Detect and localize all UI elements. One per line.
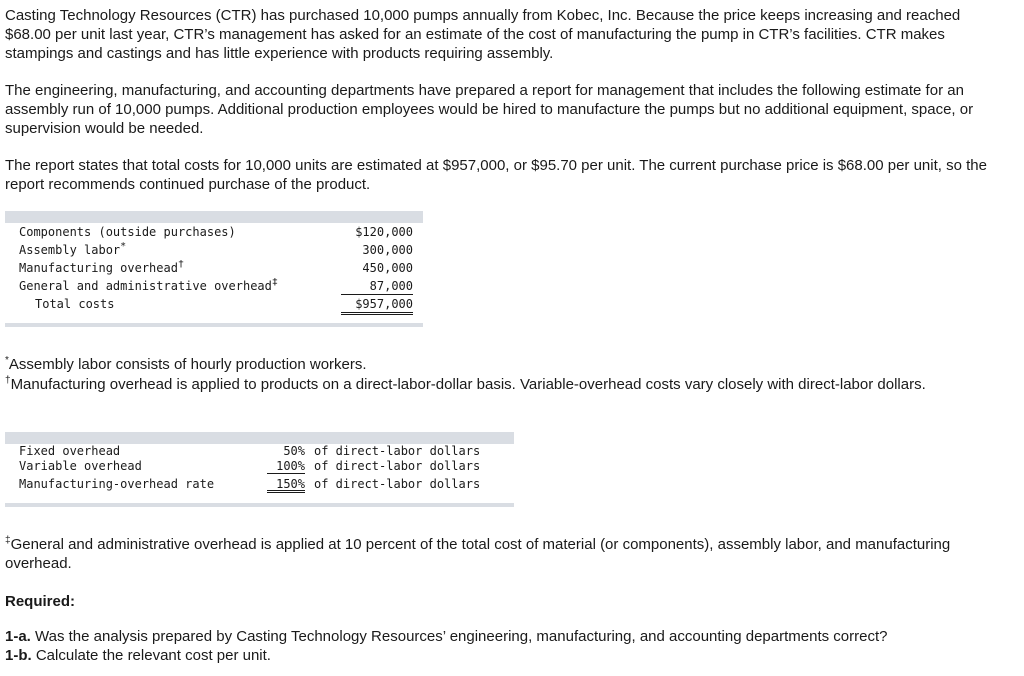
overhead-rate-table — [5, 432, 514, 508]
row-label: Manufacturing overhead — [19, 261, 178, 275]
row-value: 450,000 — [362, 261, 413, 275]
table-row — [5, 241, 423, 259]
row-rate: 100% — [267, 458, 305, 474]
required-item-1a — [5, 627, 1005, 646]
row-label: General and administrative overhead — [19, 279, 272, 293]
row-label-wrap — [19, 259, 184, 277]
table-row — [5, 443, 514, 459]
total-label: Manufacturing-overhead rate — [19, 477, 215, 491]
footnote-text: Assembly labor consists of hourly production workers. — [8, 356, 367, 373]
total-value: $957,000 — [341, 295, 413, 315]
required-heading: Required: — [5, 593, 76, 610]
row-rate: 50% — [283, 444, 305, 458]
table-row — [5, 458, 514, 474]
row-label-wrap — [19, 277, 278, 295]
row-label-wrap — [19, 241, 126, 259]
row-label: Components (outside purchases) — [19, 225, 236, 239]
total-label: Total costs — [35, 297, 115, 311]
row-value: 87,000 — [341, 277, 413, 295]
table-row — [5, 277, 423, 295]
row-value: $120,000 — [355, 225, 413, 239]
table-row — [5, 223, 423, 241]
intro-paragraph-1: Casting Technology Resources (CTR) has purchased 10,000 pumps annually from Kobec, Inc. Because the price keeps increasing and reached $68.00 per unit last year, CTR’s management has asked for an estimate of the cost of manufacturing the pump in CTR’s facilities. CTR makes stampings and castings and has little experience with products requiring assembly. — [5, 7, 961, 62]
footnote-mark: ‡ — [271, 277, 278, 288]
footnote-mark: † — [177, 259, 184, 270]
footnote-mark: * — [5, 355, 9, 366]
table-total-row — [5, 295, 423, 313]
footnote-ga-overhead — [5, 535, 1005, 573]
row-label: Variable overhead — [19, 459, 142, 473]
row-label: Assembly labor — [19, 243, 121, 257]
required-item-label: 1-a. — [5, 628, 31, 645]
cost-estimate-table — [5, 211, 423, 329]
total-basis: of direct-labor dollars — [314, 477, 481, 491]
footnote-mark: * — [120, 241, 127, 252]
required-item-text: Calculate the relevant cost per unit. — [35, 647, 271, 664]
footnote-mark: † — [5, 375, 11, 386]
footnote-text: Manufacturing overhead is applied to products on a direct-labor-dollar basis. Variable-overhead costs vary closely with direct-labor dollars. — [10, 376, 926, 393]
total-rate: 150% — [267, 476, 305, 493]
required-item-text: Was the analysis prepared by Casting Technology Resources’ engineering, manufacturing, and accounting departments correct? — [35, 628, 888, 645]
intro-paragraph-3: The report states that total costs for 10,000 units are estimated at $957,000, or $95.70 per unit. The current purchase price is $68.00 per unit, so the report recommends continued purchase of the product. — [5, 157, 987, 193]
row-label: Fixed overhead — [19, 444, 121, 458]
row-value: 300,000 — [362, 243, 413, 257]
table-footer-bar — [5, 323, 423, 327]
row-basis: of direct-labor dollars — [314, 444, 481, 458]
row-basis: of direct-labor dollars — [314, 459, 481, 473]
table-header-bar — [5, 211, 423, 223]
footnote-mark: ‡ — [5, 535, 11, 546]
footnote-assembly-labor — [5, 355, 1005, 374]
footnote-text: General and administrative overhead is applied at 10 percent of the total cost of material (or components), assembly labor, and manufacturing overhead. — [5, 536, 951, 572]
required-item-1b — [5, 646, 1005, 665]
intro-paragraph-2: The engineering, manufacturing, and accounting departments have prepared a report for management that includes the following estimate for an assembly run of 10,000 pumps. Additional production employees would be hired to manufacture the pumps but no additional equipment, space, or supervision would be needed. — [5, 82, 974, 137]
table-total-row — [5, 476, 514, 492]
required-item-label: 1-b. — [5, 647, 32, 664]
footnote-manufacturing-overhead — [5, 375, 1005, 394]
table-footer-bar — [5, 503, 514, 507]
table-row — [5, 259, 423, 277]
